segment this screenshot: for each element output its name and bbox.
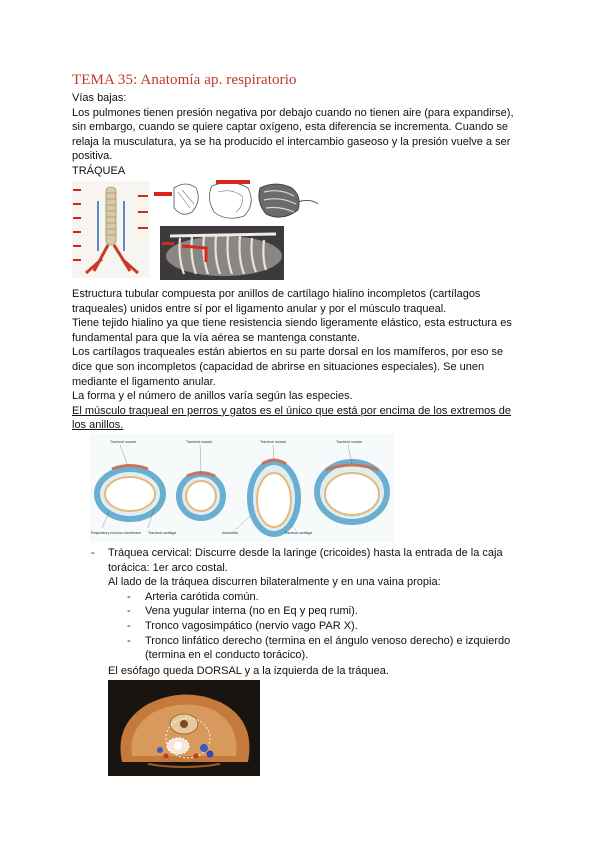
list-item: Tronco vagosimpático (nervio vago PAR X). xyxy=(145,620,358,632)
neck-cross-section-figure xyxy=(108,680,260,776)
page-title: TEMA 35: Anatomía ap. respiratorio xyxy=(72,72,297,88)
larynx-cartilage-sketches xyxy=(152,178,322,226)
ring-2 xyxy=(179,473,223,518)
intro-line: relaja la musculatura, ya se ha producido el intercambio gaseoso y la presión vuelve a ser xyxy=(72,135,511,148)
body-line: La forma y el número de anillos varía según las especies. xyxy=(72,390,353,403)
label-adventitia: Adventitia xyxy=(222,531,238,535)
list-item: Tronco linfático derecho (termina en el ángulo venoso derecho) e izquierdo xyxy=(145,634,511,647)
cervical-line: torácica: 1er arco costal. xyxy=(108,561,228,574)
body-line: dice que son incompletos (capacidad de abrirse en situaciones especiales). Se unen xyxy=(72,361,485,373)
dash-bullet: - xyxy=(127,620,131,632)
ring-1-top-label: Tracheal muscle xyxy=(110,440,137,444)
esophagus-note: El esófago queda DORSAL y a la izquierda de la tráquea. xyxy=(108,665,389,677)
body-line: Tiene tejido hialino ya que tiene resistencia siendo ligeramente elástico, esta estructura es xyxy=(72,317,512,330)
cervical-line: Al lado de la tráquea discurren bilateralmente y en una vaina propia: xyxy=(108,576,441,589)
body-line: Los cartílagos traqueales están abiertos en su parte dorsal en los mamíferos, por eso se xyxy=(72,346,504,359)
list-item-continuation: (termina en el conducto torácico). xyxy=(145,649,309,662)
label-respiratory-mucous: Respiratory mucous membrane xyxy=(91,531,142,535)
list-item: Vena yugular interna (no en Eq y peq rumi). xyxy=(145,605,358,618)
traquea-heading: TRÁQUEA xyxy=(72,165,126,177)
intro-line: sin embargo, cuando se quiere captar oxígeno, esta diferencia se incrementa. Cuando se xyxy=(72,121,508,134)
cervical-line: Tráquea cervical: Discurre desde la laringe (cricoides) hasta la entrada de la caja xyxy=(108,547,503,559)
ring-3 xyxy=(250,460,298,534)
tracheal-rings-figure xyxy=(90,434,394,542)
trachea-bronchi-illustration xyxy=(72,181,150,278)
dash-bullet: - xyxy=(127,605,131,618)
label-tracheal-cartilage-1: Tracheal cartilage xyxy=(148,531,177,535)
thorax-ribcage-photo xyxy=(160,226,284,280)
dash-bullet: - xyxy=(127,634,131,647)
ring-4 xyxy=(317,462,387,522)
intro-line: Los pulmones tienen presión negativa por debajo cuando no tienen aire (para expandirse), xyxy=(72,106,514,119)
body-line: fundamental para que la vía aérea se mantenga constante. xyxy=(72,331,361,344)
ring-3-top-label: Tracheal muscle xyxy=(260,440,287,444)
vias-bajas-heading: Vías bajas: xyxy=(72,92,127,104)
dash-bullet: - xyxy=(91,547,95,559)
body-line: mediante el ligamento anular. xyxy=(72,375,216,388)
label-tracheal-cartilage-2: Tracheal cartilage xyxy=(284,531,313,535)
body-line: Estructura tubular compuesta por anillos de cartílago hialino incompletos (cartílagos xyxy=(72,288,481,300)
body-line: traqueales) unidos entre sí por el ligamento anular y por el músculo traqueal. xyxy=(72,302,447,315)
ring-2-top-label: Tracheal muscle xyxy=(186,440,213,444)
underlined-line: los anillos. xyxy=(72,419,124,432)
intro-line: positiva. xyxy=(72,150,113,163)
ring-4-top-label: Tracheal muscle xyxy=(336,440,363,444)
dash-bullet: - xyxy=(127,590,131,603)
list-item: Arteria carótida común. xyxy=(145,590,259,603)
underlined-line: El músculo traqueal en perros y gatos es el único que está por encima de los extremos de xyxy=(72,404,512,417)
